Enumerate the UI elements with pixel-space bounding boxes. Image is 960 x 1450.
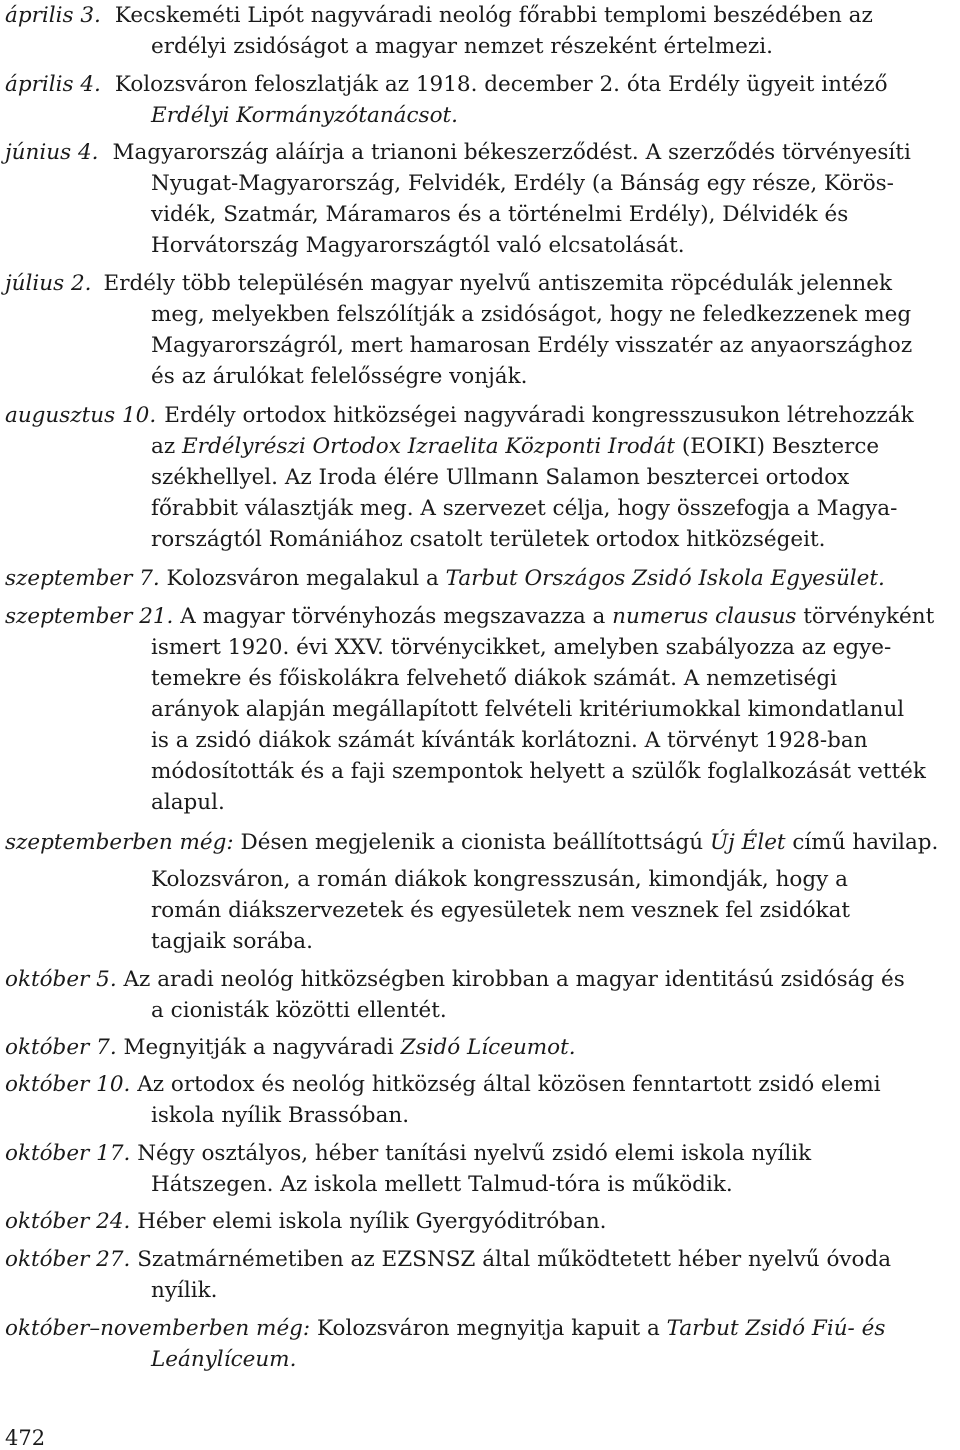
entry-text-line: nyílik. bbox=[151, 1278, 218, 1303]
entry-text-line: Kecskeméti Lipót nagyváradi neológ főrabbi templomi beszédében az bbox=[114, 3, 873, 28]
entry-text: Héber elemi iskola nyílik Gyergyóditróban. bbox=[137, 1209, 607, 1234]
chronology-entry-szeptember-21: szeptember 21. A magyar törvényhozás megszavazza a numerus clausus törvényként ismert 1920. évi XXV. törvénycikket, amelyben szabályozza az egye- temekre és főiskolákra felvehető diákok számát. A nemzetiségi arányok alapján megállapított felvételi kritériumokkal kimondatlanul is a zsidó diákok számát kívánták korlátozni. A törvényt 1928-ban módosították és a faji szempontok helyett a szülők foglalkozását vették alapul. bbox=[5, 601, 955, 818]
entry-date: szeptember 21. bbox=[5, 604, 181, 629]
entry-text-line: alapul. bbox=[151, 790, 225, 815]
entry-text-line: székhellyel. Az Iroda élére Ullmann Salamon besztercei ortodox bbox=[151, 465, 850, 490]
entry-text: Megnyitják a nagyváradi bbox=[123, 1035, 401, 1060]
entry-text-line: is a zsidó diákok számát kívánták korlátozni. A törvényt 1928-ban bbox=[151, 728, 868, 753]
entry-text-line: erdélyi zsidóságot a magyar nemzet részeként értelmezi. bbox=[151, 34, 773, 59]
entry-text-line: és az árulókat felelősségre vonják. bbox=[151, 364, 528, 389]
school-name-continued: Leánylíceum. bbox=[151, 1347, 297, 1372]
entry-text-line: rországtól Romániához csatolt területek ortodox hitközségeit. bbox=[151, 527, 826, 552]
law-name: numerus clausus bbox=[612, 604, 804, 629]
organization-name: Tarbut Országos Zsidó Iskola Egyesület. bbox=[445, 566, 885, 591]
entry-date: október 17. bbox=[5, 1141, 138, 1166]
entry-date: április 4. bbox=[5, 72, 101, 97]
entry-date: szeptember 7. bbox=[5, 566, 167, 591]
chronology-entry-oktober-27 bbox=[5, 1244, 955, 1306]
entry-text-line: Magyarország aláírja a trianoni békeszerződést. A szerződés törvényesíti bbox=[112, 140, 911, 165]
chronology-entry-oktober-10 bbox=[5, 1069, 955, 1131]
entry-date: október 24. bbox=[5, 1209, 138, 1234]
entry-date: szeptemberben még: bbox=[5, 830, 241, 855]
entry-text-line: vidék, Szatmár, Máramaros és a történelmi Erdély), Délvidék és bbox=[151, 202, 849, 227]
entry-date: október 27. bbox=[5, 1247, 138, 1272]
entry-text-line: temekre és főiskolákra felvehető diákok számát. A nemzetiségi bbox=[151, 666, 838, 691]
entry-date: július 2. bbox=[5, 271, 92, 296]
chronology-entry-junius-4 bbox=[5, 137, 955, 261]
entry-text-line: Az ortodox és neológ hitközség által közösen fenntartott zsidó elemi bbox=[137, 1072, 881, 1097]
entry-text-line: ismert 1920. évi XXV. törvénycikket, amelyben szabályozza az egye- bbox=[151, 635, 892, 660]
school-name: Zsidó Líceumot. bbox=[400, 1035, 576, 1060]
entry-text-line: Kolozsváron, a román diákok kongresszusán, kimondják, hogy a bbox=[151, 867, 848, 892]
entry-text-line: Erdély ortodox hitközségei nagyváradi kongresszusukon létrehozzák bbox=[164, 403, 914, 428]
chronology-entry-oktober-17 bbox=[5, 1138, 955, 1200]
chronology-entry-szeptemberben-meg: szeptemberben még: Désen megjelenik a cionista beállítottságú Új Élet című havilap. Kolozsváron, a román diákok kongresszusán, kimondják, hogy a román diákszervezetek és egyesületek nem vesznek fel zsidókat tagjaik sorába. bbox=[5, 827, 955, 957]
chronology-entry-szeptember-7 bbox=[5, 563, 955, 594]
entry-date: augusztus 10. bbox=[5, 403, 157, 428]
chronology-entry-oktober-24 bbox=[5, 1206, 955, 1237]
entry-date: október 10. bbox=[5, 1072, 138, 1097]
entry-text-line: arányok alapján megállapított felvételi kritériumokkal kimondatlanul bbox=[151, 697, 905, 722]
publication-name: Új Élet bbox=[710, 830, 793, 855]
chronology-entry-julius-2 bbox=[5, 268, 955, 392]
organization-name: Erdélyrészi Ortodox Izraelita Központi Irodát bbox=[181, 434, 682, 459]
entry-date: október 5. bbox=[5, 967, 124, 992]
entry-date: június 4. bbox=[5, 140, 99, 165]
entry-text: Kolozsváron megalakul a bbox=[166, 566, 446, 591]
entry-text-line: Erdély több településén magyar nyelvű antiszemita röpcédulák jelennek bbox=[103, 271, 893, 296]
school-name: Tarbut Zsidó Fiú- és bbox=[666, 1316, 886, 1341]
entry-text-line: Hátszegen. Az iskola mellett Talmud-tóra is működik. bbox=[151, 1172, 733, 1197]
entry-text-line: meg, melyekben felszólítják a zsidóságot, hogy ne feledkezzenek meg bbox=[151, 302, 912, 327]
entry-text-line: román diákszervezetek és egyesületek nem vesznek fel zsidókat bbox=[151, 898, 851, 923]
entry-text-line: Magyarországról, mert hamarosan Erdély visszatér az anyaországhoz bbox=[151, 333, 913, 358]
chronology-entry-oktober-5 bbox=[5, 964, 955, 1026]
entry-date: október 7. bbox=[5, 1035, 124, 1060]
entry-text-line: iskola nyílik Brassóban. bbox=[151, 1103, 410, 1128]
entry-text-line: módosították és a faji szempontok helyett a szülők foglalkozását vették bbox=[151, 759, 926, 784]
entry-text-line: Nyugat-Magyarország, Felvidék, Erdély (a Bánság egy része, Körös- bbox=[151, 171, 894, 196]
entry-date: október–novemberben még: bbox=[5, 1316, 318, 1341]
chronology-entry-oktober-7 bbox=[5, 1032, 955, 1063]
entry-text-line: Szatmárnémetiben az EZSNSZ által működtetett héber nyelvű óvoda bbox=[137, 1247, 892, 1272]
entry-text-line: tagjaik sorába. bbox=[151, 929, 313, 954]
entry-text-line: Erdélyi Kormányzótanácsot. bbox=[151, 103, 458, 128]
chronology-entry-augusztus-10 bbox=[5, 400, 955, 555]
entry-text-line: az Erdélyrészi Ortodox Izraelita Központi Irodát (EOIKI) Beszterce bbox=[151, 434, 880, 459]
chronology-entry-aprilis-3 bbox=[5, 0, 955, 62]
chronology-entry-aprilis-4 bbox=[5, 69, 955, 131]
entry-date: április 3. bbox=[5, 3, 101, 28]
chronology-entry-oktober-novemberben-meg: október–novemberben még: Kolozsváron megnyitja kapuit a Tarbut Zsidó Fiú- és Leánylíceum. bbox=[5, 1313, 955, 1375]
entry-text-line: főrabbit választják meg. A szervezet célja, hogy összefogja a Magya- bbox=[151, 496, 898, 521]
page-number: 472 bbox=[5, 1426, 46, 1450]
entry-text-line: a cionisták közötti ellentét. bbox=[151, 998, 447, 1023]
entry-text-line: Kolozsváron feloszlatják az 1918. december 2. óta Erdély ügyeit intéző bbox=[114, 72, 888, 97]
entry-text-line: Horvátország Magyarországtól való elcsatolását. bbox=[151, 233, 685, 258]
entry-text-line: Az aradi neológ hitközségben kirobban a magyar identitású zsidóság és bbox=[123, 967, 905, 992]
entry-text-line: Négy osztályos, héber tanítási nyelvű zsidó elemi iskola nyílik bbox=[137, 1141, 812, 1166]
